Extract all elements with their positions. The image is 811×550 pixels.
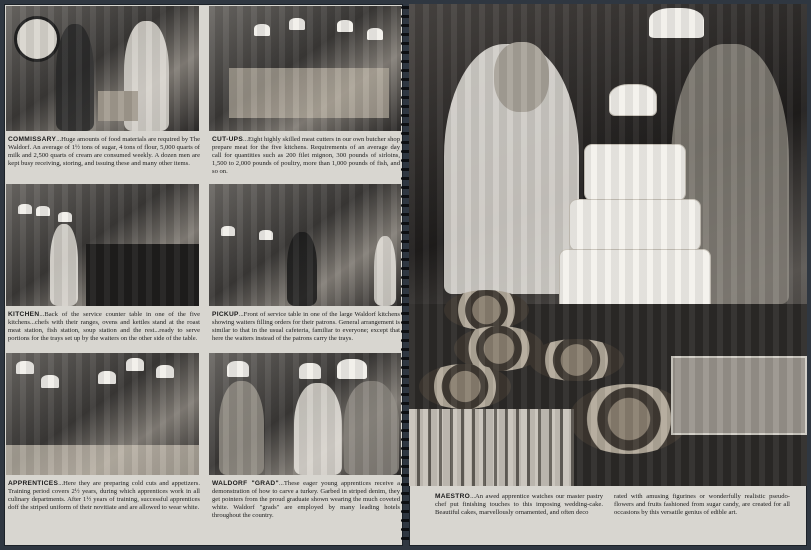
caption-title: APPRENTICES bbox=[8, 480, 59, 487]
chef-hat bbox=[126, 358, 144, 371]
cutups-photo bbox=[209, 6, 401, 131]
chef-head bbox=[494, 42, 549, 112]
waiter-figure bbox=[374, 236, 396, 306]
kitchen-photo bbox=[6, 184, 199, 306]
cake-tier-top bbox=[584, 144, 686, 201]
pastry-tray bbox=[454, 326, 544, 371]
cake-tier-middle bbox=[569, 199, 701, 251]
chef-hat bbox=[337, 20, 353, 32]
chef-hat bbox=[36, 206, 50, 216]
caption-text: ...Huge amounts of food materials are required by The Waldorf. An average of 1½ tons of sugar, 4 tons of flour, 5,000 quarts of milk and 2,500 quarts of cream are consumed weekly. A dozen men are kept busy receiving, storing, and issuing these and many other items. bbox=[8, 136, 200, 167]
pickup-caption bbox=[212, 311, 400, 343]
worker-figure bbox=[56, 24, 94, 131]
chef-hat bbox=[16, 361, 34, 374]
commissary-caption bbox=[8, 136, 200, 168]
apprentice-figure bbox=[344, 381, 399, 475]
chef-hat bbox=[18, 204, 32, 214]
chef-figure bbox=[294, 383, 342, 475]
pastry-tray bbox=[569, 384, 689, 454]
caption-text: ...An awed apprentice watches our master pastry chef put finishing touches to this imposing wedding-cake. Beautiful cakes, marvellously ornamented, and often deco bbox=[435, 493, 603, 516]
petit-fours-tray bbox=[409, 409, 574, 486]
cake-topper bbox=[609, 84, 657, 116]
pickup-photo bbox=[209, 184, 401, 306]
range-counter bbox=[86, 244, 199, 306]
chef-hat bbox=[367, 28, 383, 40]
pastry-tray bbox=[444, 290, 529, 330]
pastry-tray bbox=[529, 339, 624, 381]
chef-hat bbox=[98, 371, 116, 384]
chef-hat bbox=[259, 230, 273, 240]
caption-text: rated with amusing figurines or wonderfully realistic pseudo-flowers and fruits fashioned from sugar candy, are created for all occasions by this versatile genius of edible art. bbox=[614, 493, 790, 516]
apprentice-figure bbox=[219, 381, 264, 475]
chef-hat bbox=[254, 24, 270, 36]
crate bbox=[98, 91, 138, 121]
meat-table bbox=[229, 68, 389, 118]
pastry-tray bbox=[419, 364, 511, 409]
cutups-caption bbox=[212, 136, 400, 176]
waiter-figure bbox=[287, 232, 317, 306]
chef-hat bbox=[156, 365, 174, 378]
caption-text: ...These eager young apprentices receive a demonstration of how to carve a turkey. Garbed in striped denim, they get pointers from the proud graduate shown wearing the much coveted white. Waldorf "grads" are employed by many leading hotels throughout the country. bbox=[212, 480, 401, 519]
caption-text: ...Front of service table in one of the large Waldorf kitchens showing waiters filling orders for their patrons. General arrangement is similar to that in the usual cafeteria, familiar to everyone; except that here the waiters instead of the patrons carry the trays. bbox=[212, 311, 400, 342]
chef-figure bbox=[50, 224, 78, 306]
cake-tier-bottom bbox=[559, 249, 711, 321]
caption-title: COMMISSARY bbox=[8, 136, 57, 143]
chef-hat bbox=[337, 359, 367, 379]
right-page bbox=[409, 4, 807, 546]
apprentices-caption bbox=[8, 480, 200, 512]
maestro-photo bbox=[409, 4, 807, 486]
caption-title: KITCHEN bbox=[8, 311, 40, 318]
pastry-chef-figure bbox=[444, 44, 579, 294]
chef-hat bbox=[41, 375, 59, 388]
apprentices-photo bbox=[6, 353, 199, 475]
wedding-cake bbox=[539, 74, 729, 354]
scale-dial bbox=[14, 16, 60, 62]
commissary-photo bbox=[6, 6, 199, 131]
clerk-figure bbox=[124, 21, 169, 131]
caption-text: ...Here they are preparing cold cuts and appetizers. Training period covers 2½ years, during which apprentices work in all culinary departments. After 1½ years of training, successful apprentices doff the striped uniform of their novitiate and are allowed to wear white. bbox=[8, 480, 200, 511]
caption-text: ...Back of the service counter table in one of the five kitchens...chefs with their ranges, ovens and kettles stand at the roast meat station, fish station, soup station and the rest...ready to serve portions for the trays set up by the waiters on the other side of the table. bbox=[8, 311, 200, 342]
chef-hat bbox=[227, 361, 249, 377]
kitchen-caption bbox=[8, 311, 200, 343]
caption-title: CUT-UPS bbox=[212, 136, 244, 143]
chef-hat bbox=[221, 226, 235, 236]
apprentice-figure bbox=[671, 44, 789, 304]
pastry-counter bbox=[409, 304, 807, 486]
maestro-caption-continued bbox=[614, 493, 790, 517]
caption-text: ...Eight highly skilled meat cutters in our own butcher shop prepare meat for the five kitchens. Requirements of an average day call for quantities such as 200 filet mignon, 300 pounds of sirloins, 1,500 to 2,000 pounds of poultry, more than 1,000 pounds of fish, and so on. bbox=[212, 136, 400, 175]
waldorf-grad-caption bbox=[212, 480, 400, 520]
caption-title: PICKUP bbox=[212, 311, 239, 318]
maestro-caption bbox=[435, 493, 603, 517]
left-page bbox=[4, 4, 403, 546]
chef-hat bbox=[289, 18, 305, 30]
chef-hat bbox=[58, 212, 72, 222]
apprentice-hat bbox=[649, 8, 704, 38]
caption-title: WALDORF "GRAD" bbox=[212, 480, 279, 487]
caption-title: MAESTRO bbox=[435, 493, 471, 500]
prep-table bbox=[6, 445, 199, 475]
candy-tray bbox=[671, 356, 807, 435]
waldorf-grad-photo bbox=[209, 353, 401, 475]
chef-hat bbox=[299, 363, 321, 379]
